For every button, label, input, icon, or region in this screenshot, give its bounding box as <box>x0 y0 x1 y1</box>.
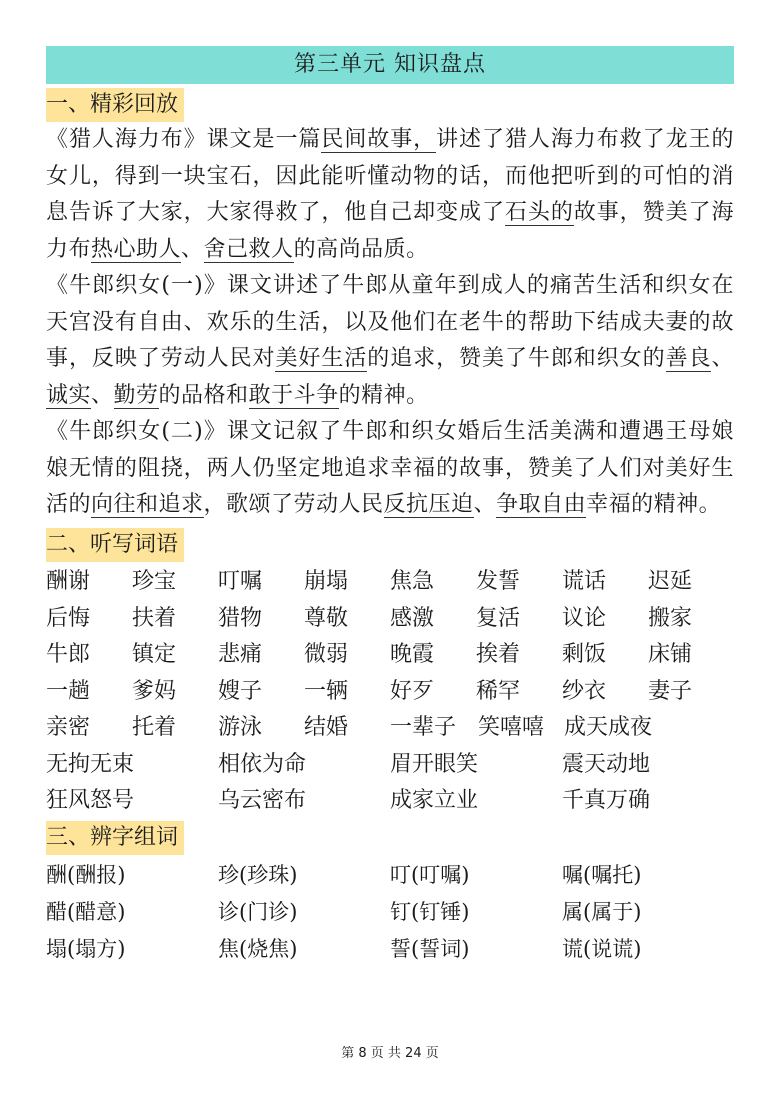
word-item: 属(属于) <box>562 899 642 924</box>
word-item: 焦(烧焦) <box>218 936 298 961</box>
paragraph-text: 、 <box>711 346 734 371</box>
underlined-keyword: 舍己救人 <box>203 236 294 262</box>
paragraph-text: 讲述了猎人海力布救了龙王的女儿，得到一块宝石，因此能听懂动物的话，而他把听到的可怕的消息告诉了大家，大家得救了，他自己却变成了 <box>46 127 734 225</box>
word-item: 扶着 <box>132 605 177 631</box>
word-item: 搬家 <box>648 605 693 631</box>
paragraph-text: 《猎人海力布》课文是一篇 <box>46 127 322 152</box>
word-item: 千真万确 <box>562 788 651 814</box>
word-item: 发誓 <box>476 569 521 595</box>
word-item: 乌云密布 <box>218 788 307 814</box>
word-item: 谎(说谎) <box>562 936 642 961</box>
word-item: 尊敬 <box>304 605 349 631</box>
word-item: 焦急 <box>390 569 435 595</box>
underlined-keyword: 反抗压迫 <box>383 492 474 517</box>
word-item: 眉开眼笑 <box>390 751 479 777</box>
underlined-keyword: 热心助人 <box>91 236 182 262</box>
word-item: 嫂子 <box>218 678 263 704</box>
word-item: 一辈子 <box>390 715 457 741</box>
word-item: 诊(门诊) <box>218 899 298 924</box>
section-heading-1: 一、精彩回放 <box>46 88 184 122</box>
word-item: 晚霞 <box>390 642 435 668</box>
word-item: 牛郎 <box>46 642 91 668</box>
word-item: 笑嘻嘻 <box>478 715 545 741</box>
paragraph-text: 幸福的精神。 <box>586 492 722 517</box>
word-row <box>46 744 734 781</box>
word-item: 一辆 <box>304 678 349 704</box>
word-item: 议论 <box>562 605 607 631</box>
underlined-keyword: 石头的 <box>504 200 574 225</box>
word-item: 一趟 <box>46 678 91 704</box>
paragraph-text: 、 <box>91 382 114 408</box>
word-item: 震天动地 <box>562 751 651 777</box>
word-row <box>46 671 734 708</box>
paragraph-niulang-1 <box>46 268 734 414</box>
word-item: 妻子 <box>648 678 693 704</box>
word-item: 镇定 <box>132 642 177 668</box>
word-row <box>46 855 734 892</box>
paragraph-text: 故事，赞美了海力布 <box>46 200 734 262</box>
underlined-keyword: 美好生活 <box>275 346 368 371</box>
paragraph-text: 《牛郎织女(一)》课文讲述了牛郎从童年到成人的痛苦生活和织女在天宫没有自由、欢乐的生活，以及他们在老牛的帮助下结成夫妻的故事，反映了劳动人民对 <box>46 273 734 371</box>
word-item: 酬谢 <box>46 569 91 595</box>
word-item: 醋(醋意) <box>46 899 126 924</box>
word-item: 复活 <box>476 605 521 631</box>
word-item: 钉(钉锤) <box>390 899 470 924</box>
word-row <box>46 562 734 599</box>
word-item: 稀罕 <box>476 678 521 704</box>
page-footer: 第 8 页 共 24 页 <box>341 1046 439 1061</box>
word-item: 剩饭 <box>562 642 607 668</box>
word-row <box>46 929 734 966</box>
word-item: 塌(塌方) <box>46 936 126 961</box>
word-item: 亲密 <box>46 715 91 741</box>
word-item: 后悔 <box>46 605 91 631</box>
paragraph-text: 的品格和 <box>158 382 249 408</box>
paragraph-hailibu <box>46 122 734 268</box>
dictation-word-list <box>46 562 734 818</box>
word-item: 结婚 <box>304 715 349 741</box>
underlined-keyword: 敢于斗争 <box>248 382 339 408</box>
word-item: 迟延 <box>648 569 693 595</box>
paragraph-text: 、 <box>473 492 497 517</box>
word-item: 猎物 <box>218 605 263 631</box>
word-row <box>46 781 734 818</box>
paragraph-text: 、 <box>181 236 204 262</box>
paragraph-text: ，歌颂了劳动人民 <box>203 492 384 517</box>
paragraph-text: 的高尚品质。 <box>293 236 429 262</box>
word-item: 珍宝 <box>132 569 177 595</box>
word-item: 感激 <box>390 605 435 631</box>
underlined-keyword: 善良 <box>665 346 712 371</box>
word-item: 崩塌 <box>304 569 349 595</box>
word-item: 纱衣 <box>562 678 607 704</box>
paragraph-niulang-2 <box>46 414 734 524</box>
character-compare-list <box>46 855 734 966</box>
word-item: 叮(叮嘱) <box>390 862 470 887</box>
word-row <box>46 892 734 929</box>
paragraph-text: 的追求，赞美了牛郎和织女的 <box>367 346 666 371</box>
word-item: 成天成夜 <box>564 715 653 741</box>
underlined-keyword: 诚实 <box>46 382 92 408</box>
underlined-keyword: 勤劳 <box>113 382 159 408</box>
word-item: 游泳 <box>218 715 263 741</box>
section-heading-3: 三、辨字组词 <box>46 821 184 855</box>
word-item: 挨着 <box>476 642 521 668</box>
word-row <box>46 598 734 635</box>
word-item: 床铺 <box>648 642 693 668</box>
word-row <box>46 635 734 672</box>
word-item: 托着 <box>132 715 177 741</box>
word-item: 嘱(嘱托) <box>562 862 642 887</box>
word-item: 叮嘱 <box>218 569 263 595</box>
word-row <box>46 708 734 745</box>
word-item: 无拘无束 <box>46 751 135 777</box>
paragraph-text: 《牛郎织女(二)》课文记叙了牛郎和织女婚后生活美满和遭遇王母娘娘无情的阻挠，两人仍坚定地追求幸福的故事，赞美了人们对美好生活的 <box>46 419 734 517</box>
underlined-keyword: 向往和追求 <box>91 492 204 517</box>
word-item: 相依为命 <box>218 751 307 777</box>
document-page <box>46 46 734 966</box>
page-title: 第三单元 知识盘点 <box>46 46 734 84</box>
word-item: 珍(珍珠) <box>218 862 298 887</box>
word-item: 微弱 <box>304 642 349 668</box>
word-item: 酬(酬报) <box>46 862 126 887</box>
word-item: 好歹 <box>390 678 435 704</box>
section-heading-2: 二、听写词语 <box>46 528 184 562</box>
underlined-keyword: 民间故事， <box>321 127 437 152</box>
word-item: 誓(誓词) <box>390 936 470 961</box>
word-item: 谎话 <box>562 569 607 595</box>
word-item: 狂风怒号 <box>46 788 135 814</box>
word-item: 悲痛 <box>218 642 263 668</box>
paragraph-text: 的精神。 <box>338 382 429 408</box>
word-item: 成家立业 <box>390 788 479 814</box>
word-item: 爹妈 <box>132 678 177 704</box>
underlined-keyword: 争取自由 <box>496 492 587 517</box>
